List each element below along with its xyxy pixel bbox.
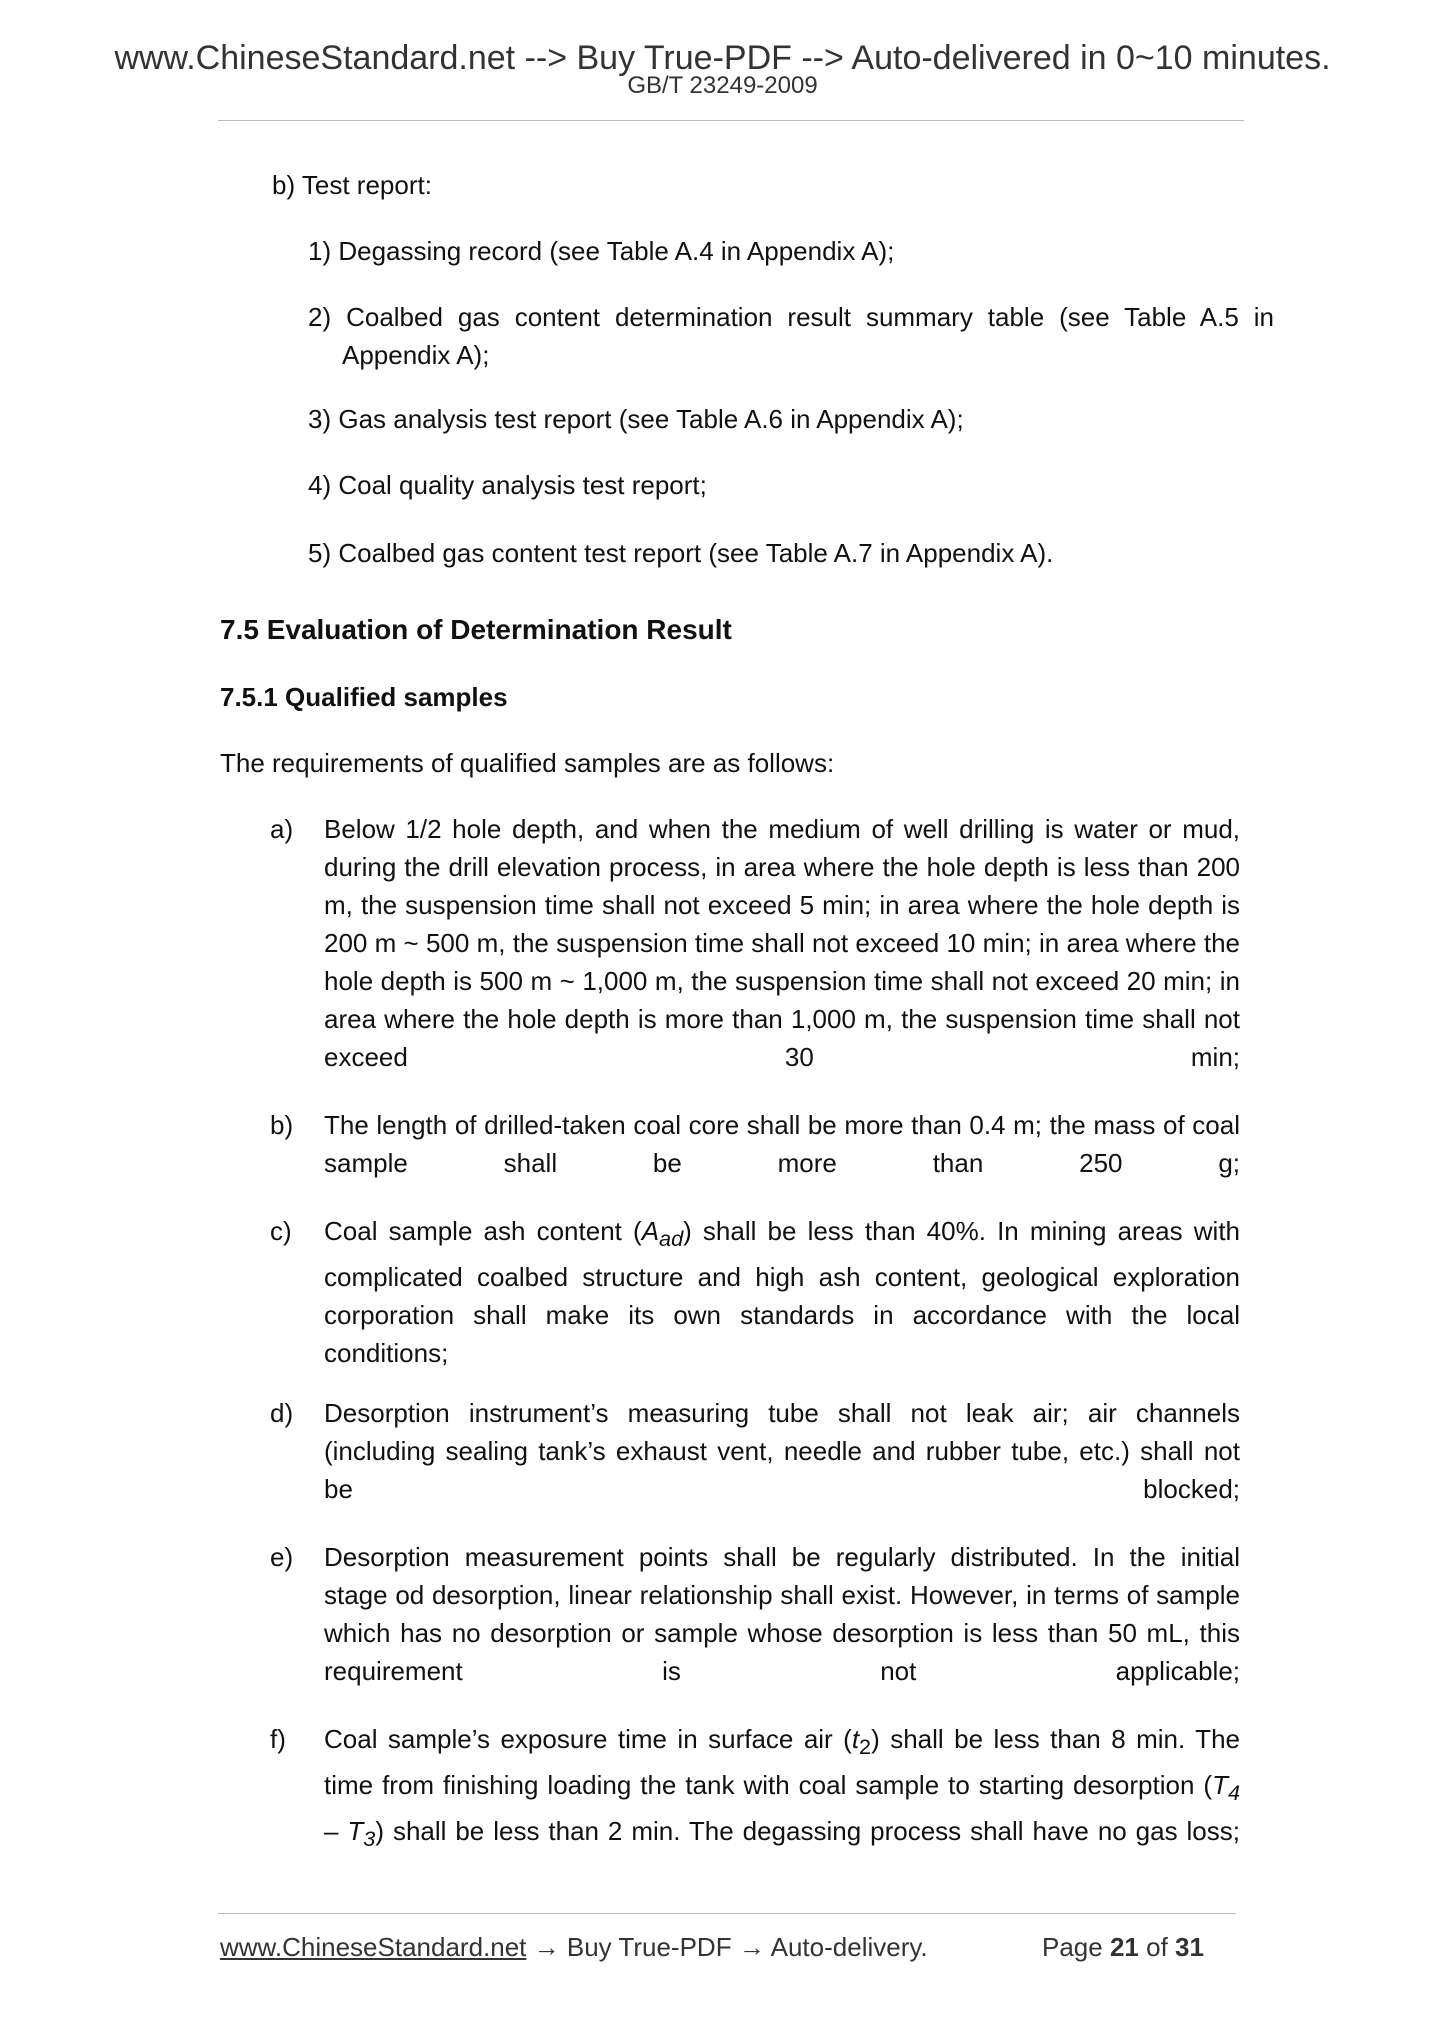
list-item-number: 1) <box>308 236 332 266</box>
requirement-text <box>324 1720 1240 1897</box>
requirement-f <box>270 1720 1240 1897</box>
site-link[interactable]: www.ChineseStandard.net <box>220 1932 527 1962</box>
subscript: ad <box>659 1226 684 1252</box>
header-divider <box>218 120 1244 121</box>
page-indicator <box>1042 1930 1204 1964</box>
requirement-a <box>270 810 1240 1114</box>
list-item-text: Degassing record (see Table A.4 in Appendix A); <box>338 236 895 266</box>
symbol: A <box>641 1216 660 1246</box>
requirement-e <box>270 1538 1240 1728</box>
list-item <box>308 400 1240 438</box>
buy-text: Buy True-PDF <box>566 1932 732 1962</box>
symbol: t <box>851 1724 860 1754</box>
list-item-number: 4) <box>308 470 332 500</box>
requirement-label: f) <box>270 1724 286 1754</box>
requirement-b <box>270 1106 1240 1220</box>
requirement-label: e) <box>270 1542 294 1572</box>
list-item <box>308 534 1240 572</box>
subscript: 2 <box>859 1734 872 1760</box>
requirement-label: b) <box>270 1110 294 1140</box>
text-run: ) shall be less than 40%. In mining areas with complicated coalbed structure and high ash content, geological exploration corporation shall make its own standards in accordance with the local conditions; <box>324 1216 1241 1369</box>
requirement-label: c) <box>270 1216 292 1246</box>
list-item <box>308 232 1240 270</box>
auto-delivery-text: Auto-delivery. <box>770 1932 928 1962</box>
list-item-text: Gas analysis test report (see Table A.6 in Appendix A); <box>338 404 964 434</box>
top-banner: www.ChineseStandard.net --> Buy True-PDF --> Auto-delivered in 0~10 minutes. <box>114 39 1331 77</box>
page-word: Page <box>1042 1932 1103 1962</box>
requirement-c <box>270 1212 1240 1410</box>
of-word: of <box>1146 1932 1168 1962</box>
list-item <box>308 466 1240 504</box>
footer-divider <box>218 1913 1236 1914</box>
text-run: Coal sample’s exposure time in surface air ( <box>324 1724 852 1754</box>
test-report-label: b) Test report: <box>272 170 432 200</box>
text-run: ) shall be less than 8 min. The time from finishing loading the tank with coal sample to starting desorption ( <box>324 1724 1240 1801</box>
requirement-text: Desorption instrument’s measuring tube shall not leak air; air channels (including sealing tank’s exhaust vent, needle and rubber tube, etc.) shall not be blocked; <box>324 1398 1240 1504</box>
requirement-text: The length of drilled-taken coal core shall be more than 0.4 m; the mass of coal sample shall be more than 250 g; <box>324 1110 1240 1178</box>
symbol: T <box>1212 1770 1228 1801</box>
total-pages: 31 <box>1175 1932 1204 1962</box>
text-run: ) shall be less than 2 min. The degassing process shall have no gas loss; <box>375 1816 1240 1847</box>
list-item <box>308 298 1274 374</box>
requirement-label: d) <box>270 1398 294 1428</box>
subscript: 4 <box>1227 1780 1240 1806</box>
list-item-text: Coalbed gas content determination result summary table (see Table A.5 in Appendix A); <box>342 302 1274 370</box>
subsection-heading: 7.5.1 Qualified samples <box>220 682 508 712</box>
page-number: 21 <box>1109 1932 1139 1962</box>
list-item-number: 2) <box>308 302 332 332</box>
standard-number: GB/T 23249-2009 <box>627 72 818 99</box>
requirement-d <box>270 1394 1240 1546</box>
list-item-text: Coalbed gas content test report (see Table A.7 in Appendix A). <box>338 538 1054 568</box>
text-run: – <box>324 1816 348 1847</box>
arrow-icon: → <box>738 1932 765 1962</box>
list-item-number: 3) <box>308 404 332 434</box>
requirement-label: a) <box>270 814 294 844</box>
arrow-icon: → <box>533 1932 560 1962</box>
requirement-text: Desorption measurement points shall be regularly distributed. In the initial stage od desorption, linear relationship shall exist. However, in terms of sample which has no desorption or sample whose desorption is less than 50 mL, this requirement is not applicable; <box>324 1542 1240 1686</box>
list-item-text: Coal quality analysis test report; <box>338 470 707 500</box>
requirement-text <box>324 1212 1240 1410</box>
symbol: T <box>347 1816 364 1847</box>
list-item-number: 5) <box>308 538 332 568</box>
footer-links <box>220 1930 928 1964</box>
section-heading: 7.5 Evaluation of Determination Result <box>220 614 732 645</box>
text-run: Coal sample ash content ( <box>324 1216 642 1246</box>
requirement-text: Below 1/2 hole depth, and when the medium of well drilling is water or mud, during the drill elevation process, in area where the hole depth is less than 200 m, the suspension time shall not exceed 5 min; in area where the hole depth is 200 m ~ 500 m, the suspension time shall not exceed 10 min; in area where the hole depth is 500 m ~ 1,000 m, the suspension time shall not exceed 20 min; in area where the hole depth is more than 1,000 m, the suspension time shall not exceed 30 min; <box>324 814 1240 1072</box>
intro-paragraph: The requirements of qualified samples are as follows: <box>220 748 835 778</box>
subscript: 3 <box>363 1826 376 1852</box>
